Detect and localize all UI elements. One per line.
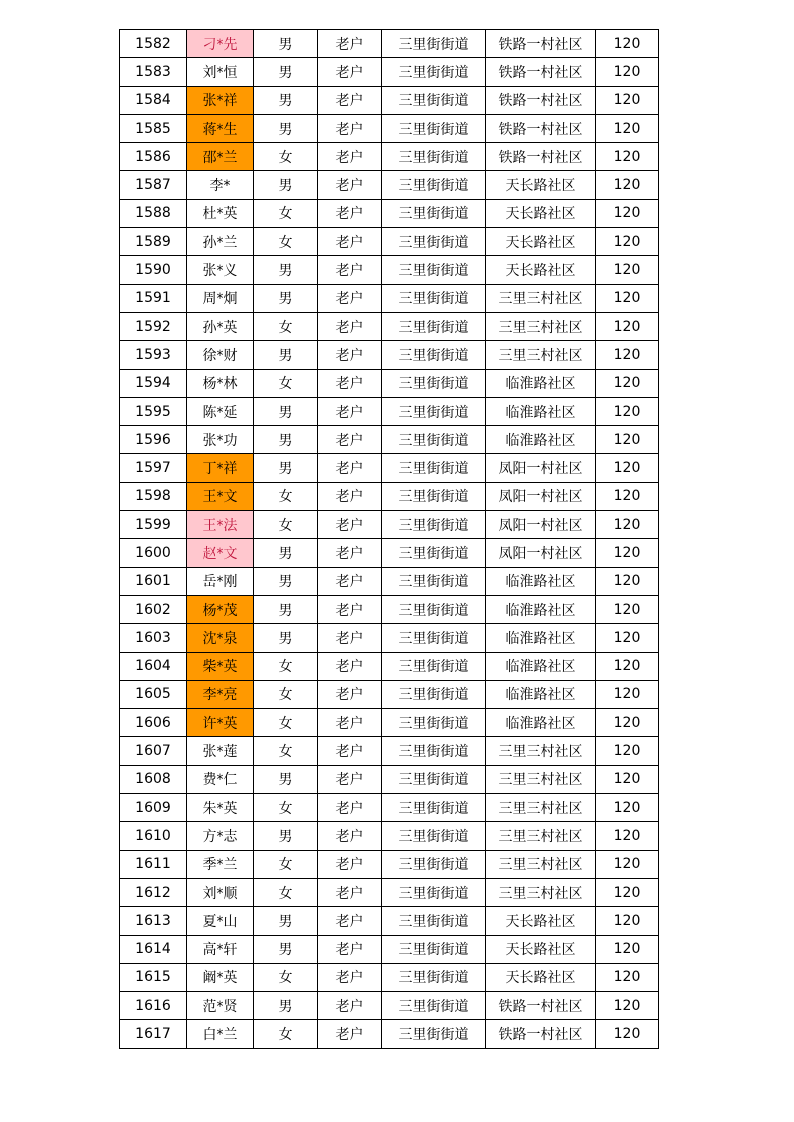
household-type-cell: 老户 <box>318 680 382 708</box>
gender-cell: 女 <box>254 369 318 397</box>
table-row <box>120 199 659 227</box>
table-row <box>120 397 659 425</box>
community-cell: 三里三村社区 <box>486 822 596 850</box>
table-row <box>120 680 659 708</box>
household-type-cell: 老户 <box>318 256 382 284</box>
street-cell: 三里街街道 <box>382 794 486 822</box>
community-cell: 临淮路社区 <box>486 595 596 623</box>
household-type-cell: 老户 <box>318 58 382 86</box>
row-number-cell: 1600 <box>120 539 187 567</box>
community-cell: 三里三村社区 <box>486 765 596 793</box>
amount-cell: 120 <box>596 171 659 199</box>
street-cell: 三里街街道 <box>382 624 486 652</box>
community-cell: 凤阳一村社区 <box>486 454 596 482</box>
community-cell: 天长路社区 <box>486 228 596 256</box>
amount-cell: 120 <box>596 511 659 539</box>
amount-cell: 120 <box>596 680 659 708</box>
community-cell: 铁路一村社区 <box>486 58 596 86</box>
row-number-cell: 1598 <box>120 482 187 510</box>
row-number-cell: 1615 <box>120 963 187 991</box>
row-number-cell: 1589 <box>120 228 187 256</box>
amount-cell: 120 <box>596 284 659 312</box>
community-cell: 天长路社区 <box>486 171 596 199</box>
row-number-cell: 1611 <box>120 850 187 878</box>
street-cell: 三里街街道 <box>382 652 486 680</box>
name-cell: 邵*兰 <box>187 143 254 171</box>
household-type-cell: 老户 <box>318 794 382 822</box>
table-row <box>120 171 659 199</box>
household-type-cell: 老户 <box>318 963 382 991</box>
household-type-cell: 老户 <box>318 992 382 1020</box>
gender-cell: 女 <box>254 794 318 822</box>
table-row <box>120 624 659 652</box>
table-row <box>120 567 659 595</box>
table-row <box>120 992 659 1020</box>
household-type-cell: 老户 <box>318 30 382 58</box>
row-number-cell: 1612 <box>120 878 187 906</box>
table-row <box>120 256 659 284</box>
amount-cell: 120 <box>596 199 659 227</box>
street-cell: 三里街街道 <box>382 114 486 142</box>
name-cell: 杜*英 <box>187 199 254 227</box>
row-number-cell: 1584 <box>120 86 187 114</box>
street-cell: 三里街街道 <box>382 680 486 708</box>
row-number-cell: 1594 <box>120 369 187 397</box>
community-cell: 三里三村社区 <box>486 850 596 878</box>
amount-cell: 120 <box>596 850 659 878</box>
community-cell: 临淮路社区 <box>486 426 596 454</box>
row-number-cell: 1604 <box>120 652 187 680</box>
name-cell: 夏*山 <box>187 907 254 935</box>
table-row <box>120 369 659 397</box>
row-number-cell: 1616 <box>120 992 187 1020</box>
household-type-cell: 老户 <box>318 765 382 793</box>
row-number-cell: 1590 <box>120 256 187 284</box>
table-row <box>120 709 659 737</box>
roster-body <box>120 30 659 1049</box>
gender-cell: 男 <box>254 341 318 369</box>
street-cell: 三里街街道 <box>382 426 486 454</box>
amount-cell: 120 <box>596 737 659 765</box>
household-type-cell: 老户 <box>318 511 382 539</box>
name-cell: 王*法 <box>187 511 254 539</box>
household-type-cell: 老户 <box>318 426 382 454</box>
name-cell: 高*轩 <box>187 935 254 963</box>
community-cell: 天长路社区 <box>486 935 596 963</box>
gender-cell: 女 <box>254 680 318 708</box>
amount-cell: 120 <box>596 30 659 58</box>
community-cell: 临淮路社区 <box>486 624 596 652</box>
table-row <box>120 1020 659 1048</box>
street-cell: 三里街街道 <box>382 256 486 284</box>
row-number-cell: 1592 <box>120 312 187 340</box>
name-cell: 许*英 <box>187 709 254 737</box>
gender-cell: 男 <box>254 171 318 199</box>
street-cell: 三里街街道 <box>382 567 486 595</box>
gender-cell: 女 <box>254 228 318 256</box>
name-cell: 范*贤 <box>187 992 254 1020</box>
row-number-cell: 1613 <box>120 907 187 935</box>
gender-cell: 女 <box>254 199 318 227</box>
community-cell: 三里三村社区 <box>486 312 596 340</box>
row-number-cell: 1602 <box>120 595 187 623</box>
name-cell: 李* <box>187 171 254 199</box>
household-type-cell: 老户 <box>318 341 382 369</box>
community-cell: 临淮路社区 <box>486 567 596 595</box>
gender-cell: 女 <box>254 878 318 906</box>
gender-cell: 男 <box>254 595 318 623</box>
row-number-cell: 1607 <box>120 737 187 765</box>
amount-cell: 120 <box>596 595 659 623</box>
table-row <box>120 30 659 58</box>
row-number-cell: 1603 <box>120 624 187 652</box>
row-number-cell: 1606 <box>120 709 187 737</box>
row-number-cell: 1608 <box>120 765 187 793</box>
amount-cell: 120 <box>596 907 659 935</box>
household-type-cell: 老户 <box>318 199 382 227</box>
table-row <box>120 794 659 822</box>
name-cell: 张*义 <box>187 256 254 284</box>
name-cell: 杨*林 <box>187 369 254 397</box>
amount-cell: 120 <box>596 624 659 652</box>
community-cell: 天长路社区 <box>486 256 596 284</box>
household-type-cell: 老户 <box>318 737 382 765</box>
gender-cell: 男 <box>254 822 318 850</box>
gender-cell: 男 <box>254 426 318 454</box>
amount-cell: 120 <box>596 963 659 991</box>
amount-cell: 120 <box>596 765 659 793</box>
street-cell: 三里街街道 <box>382 369 486 397</box>
name-cell: 赵*文 <box>187 539 254 567</box>
community-cell: 天长路社区 <box>486 199 596 227</box>
amount-cell: 120 <box>596 369 659 397</box>
community-cell: 凤阳一村社区 <box>486 511 596 539</box>
community-cell: 铁路一村社区 <box>486 114 596 142</box>
amount-cell: 120 <box>596 992 659 1020</box>
gender-cell: 男 <box>254 935 318 963</box>
gender-cell: 男 <box>254 397 318 425</box>
table-row <box>120 963 659 991</box>
street-cell: 三里街街道 <box>382 595 486 623</box>
community-cell: 铁路一村社区 <box>486 30 596 58</box>
row-number-cell: 1583 <box>120 58 187 86</box>
row-number-cell: 1601 <box>120 567 187 595</box>
household-type-cell: 老户 <box>318 397 382 425</box>
table-row <box>120 341 659 369</box>
name-cell: 蒋*生 <box>187 114 254 142</box>
name-cell: 张*祥 <box>187 86 254 114</box>
gender-cell: 男 <box>254 624 318 652</box>
community-cell: 铁路一村社区 <box>486 86 596 114</box>
street-cell: 三里街街道 <box>382 171 486 199</box>
row-number-cell: 1614 <box>120 935 187 963</box>
household-type-cell: 老户 <box>318 822 382 850</box>
gender-cell: 男 <box>254 539 318 567</box>
amount-cell: 120 <box>596 935 659 963</box>
gender-cell: 男 <box>254 86 318 114</box>
street-cell: 三里街街道 <box>382 143 486 171</box>
household-type-cell: 老户 <box>318 539 382 567</box>
street-cell: 三里街街道 <box>382 539 486 567</box>
household-type-cell: 老户 <box>318 878 382 906</box>
amount-cell: 120 <box>596 652 659 680</box>
row-number-cell: 1582 <box>120 30 187 58</box>
street-cell: 三里街街道 <box>382 312 486 340</box>
gender-cell: 女 <box>254 1020 318 1048</box>
amount-cell: 120 <box>596 709 659 737</box>
row-number-cell: 1586 <box>120 143 187 171</box>
gender-cell: 男 <box>254 256 318 284</box>
gender-cell: 女 <box>254 963 318 991</box>
street-cell: 三里街街道 <box>382 284 486 312</box>
amount-cell: 120 <box>596 312 659 340</box>
street-cell: 三里街街道 <box>382 511 486 539</box>
community-cell: 三里三村社区 <box>486 878 596 906</box>
street-cell: 三里街街道 <box>382 228 486 256</box>
street-cell: 三里街街道 <box>382 709 486 737</box>
community-cell: 三里三村社区 <box>486 341 596 369</box>
row-number-cell: 1599 <box>120 511 187 539</box>
street-cell: 三里街街道 <box>382 850 486 878</box>
street-cell: 三里街街道 <box>382 86 486 114</box>
row-number-cell: 1609 <box>120 794 187 822</box>
row-number-cell: 1605 <box>120 680 187 708</box>
household-type-cell: 老户 <box>318 171 382 199</box>
table-row <box>120 284 659 312</box>
street-cell: 三里街街道 <box>382 935 486 963</box>
gender-cell: 男 <box>254 454 318 482</box>
amount-cell: 120 <box>596 454 659 482</box>
street-cell: 三里街街道 <box>382 1020 486 1048</box>
gender-cell: 女 <box>254 737 318 765</box>
household-type-cell: 老户 <box>318 850 382 878</box>
gender-cell: 女 <box>254 709 318 737</box>
row-number-cell: 1587 <box>120 171 187 199</box>
name-cell: 陈*延 <box>187 397 254 425</box>
community-cell: 三里三村社区 <box>486 794 596 822</box>
row-number-cell: 1588 <box>120 199 187 227</box>
row-number-cell: 1617 <box>120 1020 187 1048</box>
name-cell: 沈*泉 <box>187 624 254 652</box>
gender-cell: 男 <box>254 567 318 595</box>
amount-cell: 120 <box>596 1020 659 1048</box>
name-cell: 张*功 <box>187 426 254 454</box>
household-type-cell: 老户 <box>318 907 382 935</box>
street-cell: 三里街街道 <box>382 963 486 991</box>
name-cell: 孙*英 <box>187 312 254 340</box>
table-row <box>120 850 659 878</box>
street-cell: 三里街街道 <box>382 30 486 58</box>
row-number-cell: 1597 <box>120 454 187 482</box>
household-type-cell: 老户 <box>318 284 382 312</box>
table-row <box>120 86 659 114</box>
amount-cell: 120 <box>596 341 659 369</box>
community-cell: 天长路社区 <box>486 963 596 991</box>
table-row <box>120 482 659 510</box>
table-row <box>120 58 659 86</box>
table-row <box>120 595 659 623</box>
name-cell: 孙*兰 <box>187 228 254 256</box>
community-cell: 临淮路社区 <box>486 652 596 680</box>
gender-cell: 男 <box>254 30 318 58</box>
household-type-cell: 老户 <box>318 228 382 256</box>
name-cell: 柴*英 <box>187 652 254 680</box>
street-cell: 三里街街道 <box>382 58 486 86</box>
table-row <box>120 737 659 765</box>
table-row <box>120 426 659 454</box>
household-type-cell: 老户 <box>318 935 382 963</box>
amount-cell: 120 <box>596 58 659 86</box>
amount-cell: 120 <box>596 397 659 425</box>
household-type-cell: 老户 <box>318 595 382 623</box>
table-row <box>120 454 659 482</box>
household-type-cell: 老户 <box>318 454 382 482</box>
street-cell: 三里街街道 <box>382 199 486 227</box>
amount-cell: 120 <box>596 794 659 822</box>
name-cell: 刁*先 <box>187 30 254 58</box>
household-type-cell: 老户 <box>318 567 382 595</box>
gender-cell: 男 <box>254 907 318 935</box>
name-cell: 岳*刚 <box>187 567 254 595</box>
community-cell: 铁路一村社区 <box>486 143 596 171</box>
table-row <box>120 822 659 850</box>
name-cell: 刘*顺 <box>187 878 254 906</box>
name-cell: 阚*英 <box>187 963 254 991</box>
name-cell: 白*兰 <box>187 1020 254 1048</box>
community-cell: 临淮路社区 <box>486 369 596 397</box>
amount-cell: 120 <box>596 86 659 114</box>
table-row <box>120 935 659 963</box>
gender-cell: 男 <box>254 992 318 1020</box>
household-type-cell: 老户 <box>318 114 382 142</box>
household-type-cell: 老户 <box>318 312 382 340</box>
amount-cell: 120 <box>596 114 659 142</box>
table-row <box>120 765 659 793</box>
street-cell: 三里街街道 <box>382 907 486 935</box>
gender-cell: 女 <box>254 511 318 539</box>
street-cell: 三里街街道 <box>382 737 486 765</box>
table-row <box>120 652 659 680</box>
amount-cell: 120 <box>596 256 659 284</box>
street-cell: 三里街街道 <box>382 878 486 906</box>
name-cell: 朱*英 <box>187 794 254 822</box>
gender-cell: 女 <box>254 482 318 510</box>
table-row <box>120 511 659 539</box>
street-cell: 三里街街道 <box>382 992 486 1020</box>
name-cell: 刘*恒 <box>187 58 254 86</box>
name-cell: 费*仁 <box>187 765 254 793</box>
table-row <box>120 539 659 567</box>
gender-cell: 男 <box>254 765 318 793</box>
table-row <box>120 878 659 906</box>
row-number-cell: 1593 <box>120 341 187 369</box>
name-cell: 季*兰 <box>187 850 254 878</box>
gender-cell: 男 <box>254 284 318 312</box>
household-type-cell: 老户 <box>318 709 382 737</box>
community-cell: 铁路一村社区 <box>486 1020 596 1048</box>
amount-cell: 120 <box>596 228 659 256</box>
community-cell: 凤阳一村社区 <box>486 539 596 567</box>
community-cell: 临淮路社区 <box>486 709 596 737</box>
household-type-cell: 老户 <box>318 86 382 114</box>
name-cell: 杨*茂 <box>187 595 254 623</box>
name-cell: 徐*财 <box>187 341 254 369</box>
amount-cell: 120 <box>596 482 659 510</box>
street-cell: 三里街街道 <box>382 341 486 369</box>
gender-cell: 女 <box>254 850 318 878</box>
amount-cell: 120 <box>596 539 659 567</box>
street-cell: 三里街街道 <box>382 822 486 850</box>
household-type-cell: 老户 <box>318 1020 382 1048</box>
gender-cell: 男 <box>254 58 318 86</box>
household-type-cell: 老户 <box>318 624 382 652</box>
gender-cell: 男 <box>254 114 318 142</box>
household-type-cell: 老户 <box>318 143 382 171</box>
street-cell: 三里街街道 <box>382 765 486 793</box>
amount-cell: 120 <box>596 822 659 850</box>
name-cell: 张*莲 <box>187 737 254 765</box>
name-cell: 周*炯 <box>187 284 254 312</box>
row-number-cell: 1610 <box>120 822 187 850</box>
row-number-cell: 1595 <box>120 397 187 425</box>
table-row <box>120 143 659 171</box>
gender-cell: 女 <box>254 143 318 171</box>
name-cell: 方*志 <box>187 822 254 850</box>
table-row <box>120 907 659 935</box>
community-cell: 天长路社区 <box>486 907 596 935</box>
street-cell: 三里街街道 <box>382 397 486 425</box>
community-cell: 铁路一村社区 <box>486 992 596 1020</box>
community-cell: 临淮路社区 <box>486 680 596 708</box>
household-type-cell: 老户 <box>318 482 382 510</box>
table-row <box>120 312 659 340</box>
gender-cell: 女 <box>254 652 318 680</box>
community-cell: 三里三村社区 <box>486 284 596 312</box>
name-cell: 李*亮 <box>187 680 254 708</box>
community-cell: 凤阳一村社区 <box>486 482 596 510</box>
row-number-cell: 1585 <box>120 114 187 142</box>
amount-cell: 120 <box>596 143 659 171</box>
roster-table <box>119 29 659 1049</box>
gender-cell: 女 <box>254 312 318 340</box>
household-type-cell: 老户 <box>318 369 382 397</box>
household-type-cell: 老户 <box>318 652 382 680</box>
community-cell: 三里三村社区 <box>486 737 596 765</box>
name-cell: 王*文 <box>187 482 254 510</box>
row-number-cell: 1596 <box>120 426 187 454</box>
amount-cell: 120 <box>596 878 659 906</box>
amount-cell: 120 <box>596 567 659 595</box>
street-cell: 三里街街道 <box>382 482 486 510</box>
name-cell: 丁*祥 <box>187 454 254 482</box>
table-row <box>120 228 659 256</box>
street-cell: 三里街街道 <box>382 454 486 482</box>
community-cell: 临淮路社区 <box>486 397 596 425</box>
table-row <box>120 114 659 142</box>
amount-cell: 120 <box>596 426 659 454</box>
row-number-cell: 1591 <box>120 284 187 312</box>
